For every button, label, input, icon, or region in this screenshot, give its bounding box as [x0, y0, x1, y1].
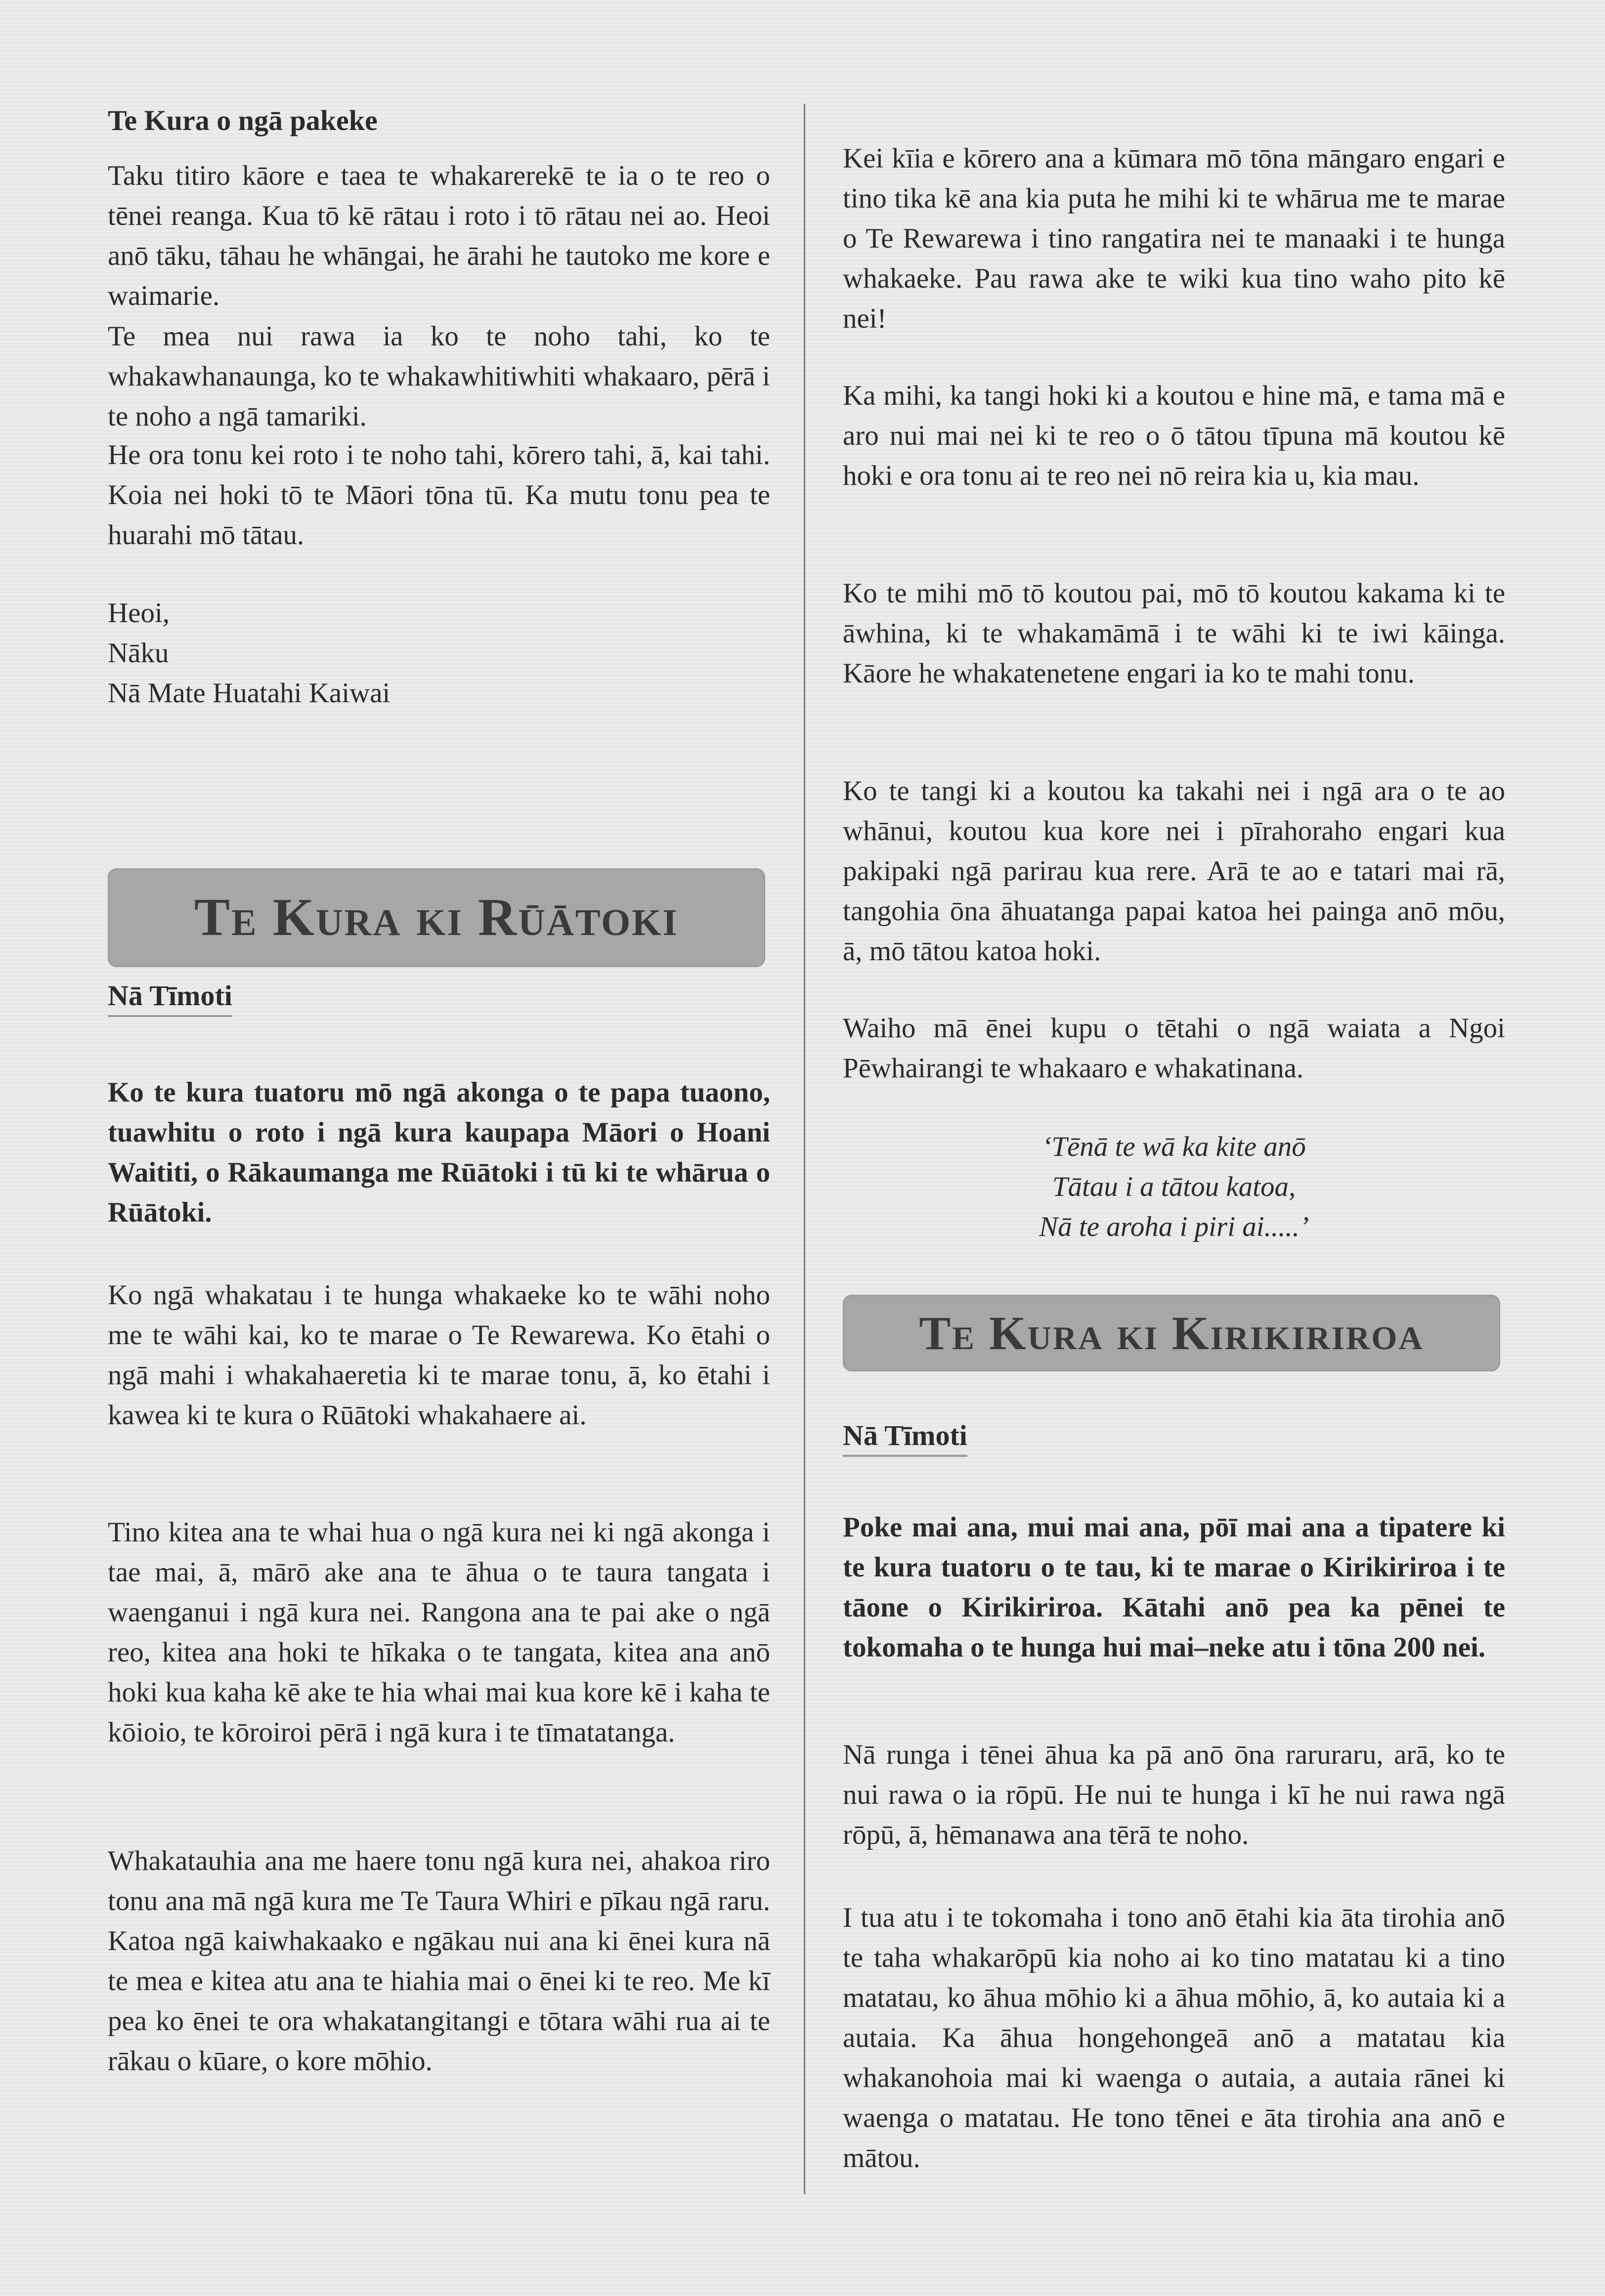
poem-line: Tātau i a tātou katoa, [1052, 1171, 1296, 1202]
banner-title: Te Kura ki Rūātoki [194, 888, 679, 947]
signoff-line: Heoi, [108, 597, 170, 629]
byline: Nā Tīmoti [843, 1418, 967, 1457]
poem-line: ‘Tēnā te wā ka kite anō [1042, 1131, 1306, 1162]
paragraph: Nā runga i tēnei āhua ka pā anō ōna raruraru, arā, ko te nui rawa o ia rōpū. He nui te hunga i kī he nui rawa ngā rōpū, ā, hēmanawa ana tērā te noho. [843, 1739, 1505, 1850]
paragraph: Te mea nui rawa ia ko te noho tahi, ko te whakawhanaunga, ko te whakawhitiwhiti whakaaro, pērā i te noho a ngā tamariki. [108, 321, 770, 432]
paragraph: Ko te mihi mō tō koutou pai, mō tō koutou kakama ki te āwhina, ki te whakamāmā i te wāhi ki te iwi kāinga. Kāore he whakatenetene engari ia ko te mahi tonu. [843, 578, 1505, 689]
signoff-line: Nāku [108, 638, 169, 669]
paragraph: Kei kīia e kōrero ana a kūmara mō tōna māngaro engari e tino tika kē ana kia puta he mihi ki te whārua me te marae o Te Rewarewa i tino rangatira nei te manaaki i te hunga whakaeke. Pau rawa ake te wiki kua tino waho pito kē nei! [843, 143, 1505, 334]
section-heading-pakeke: Te Kura o ngā pakeke [108, 104, 378, 136]
paragraph: Waiho mā ēnei kupu o tētahi o ngā waiata a Ngoi Pēwhairangi te whakaaro e whakatinana. [843, 1013, 1505, 1084]
poem [843, 1127, 1505, 1247]
paragraph: Whakatauhia ana me haere tonu ngā kura nei, ahakoa riro tonu ana mā ngā kura me Te Taura Whiri e pīkau ngā raru. Katoa ngā kaiwhakaako e ngākau nui ana ki ēnei kura nā te mea e kitea atu ana te hiahia mai o ēnei ki te reo. Me kī pea ko ēnei te ora whakatangitangi e tōtara wāhi rua ai te rākau o kūare, o kore mōhio. [108, 1845, 770, 2077]
paragraph: Ko te tangi ki a koutou ka takahi nei i ngā ara o te ao whānui, koutou kua kore nei i pīrahoraho engari kua pakipaki ngā parirau kua rere. Arā te ao e tatari mai rā, tangohia ōna āhuatanga papai katoa hei painga anō mōu, ā, mō tātou katoa hoki. [843, 775, 1505, 967]
column-divider [804, 104, 805, 2194]
section-banner-ruatoki [108, 868, 765, 967]
lead-paragraph: Ko te kura tuatoru mō ngā akonga o te papa tuaono, tuawhitu o roto i ngā kura kaupapa Māori o Hoani Waititi, o Rākaumanga me Rūātoki i tū ki te whārua o Rūātoki. [108, 1077, 770, 1228]
signoff-line: Nā Mate Huatahi Kaiwai [108, 678, 390, 709]
paragraph: Ka mihi, ka tangi hoki ki a koutou e hine mā, e tama mā e aro nui mai nei ki te reo o ō tātou tīpuna mā koutou kē hoki e ora tonu ai te reo nei nō reira kia u, kia mau. [843, 380, 1505, 491]
lead-paragraph: Poke mai ana, mui mai ana, pōī mai ana a tipatere ki te kura tuatoru o te tau, ki te marae o Kirikiriroa i te tāone o Kirikiriroa. Kātahi anō pea ka pēnei te tokomaha o te hunga hui mai–neke atu i tōna 200 nei. [843, 1512, 1505, 1663]
paragraph: I tua atu i te tokomaha i tono anō ētahi kia āta tirohia anō te taha whakarōpū kia noho ai ko tino matatau ki a tino matatau, ko āhua mōhio ki a āhua mōhio, ā, ko autaia ki a autaia. Ka āhua hongehongeā anō a matatau kia whakanohoia mai ki waenga o autaia, a autaia rānei ki waenga o matatau. He tono tēnei e āta tirohia ana anō e mātou. [843, 1902, 1505, 2173]
paragraph: Taku titiro kāore e taea te whakarerekē te ia o te reo o tēnei reanga. Kua tō kē rātau i roto i tō rātau nei ao. Heoi anō tāku, tāhau he whāngai, he ārahi he tautoko me kore e waimarie. [108, 160, 770, 311]
banner-title: Te Kura ki Kirikiriroa [919, 1307, 1424, 1360]
paragraph: He ora tonu kei roto i te noho tahi, kōrero tahi, ā, kai tahi. Koia nei hoki tō te Māori tōna tū. Ka mutu tonu pea te huarahi mō tātau. [108, 439, 770, 551]
section-banner-kirikiriroa [843, 1295, 1500, 1371]
byline: Nā Tīmoti [108, 978, 232, 1017]
paragraph: Ko ngā whakatau i te hunga whakaeke ko te wāhi noho me te wāhi kai, ko te marae o Te Rewarewa. Ko ētahi o ngā mahi i whakahaeretia ki te marae tonu, ā, ko ētahi i kawea ki te kura o Rūātoki whakahaere ai. [108, 1279, 770, 1431]
paragraph: Tino kitea ana te whai hua o ngā kura nei ki ngā akonga i tae mai, ā, mārō ake ana te āhua o te taura tangata i waenganui i ngā kura nei. Rangona ana te pai ake o ngā reo, kitea ana hoki te hīkaka o te tangata, kitea ana anō hoki kua kaha kē ake te hia whai mai kua kore kē i kaha te kōioio, te kōroiroi pērā i ngā kura i te tīmatatanga. [108, 1517, 770, 1748]
poem-line: Nā te aroha i piri ai.....’ [1039, 1211, 1309, 1242]
